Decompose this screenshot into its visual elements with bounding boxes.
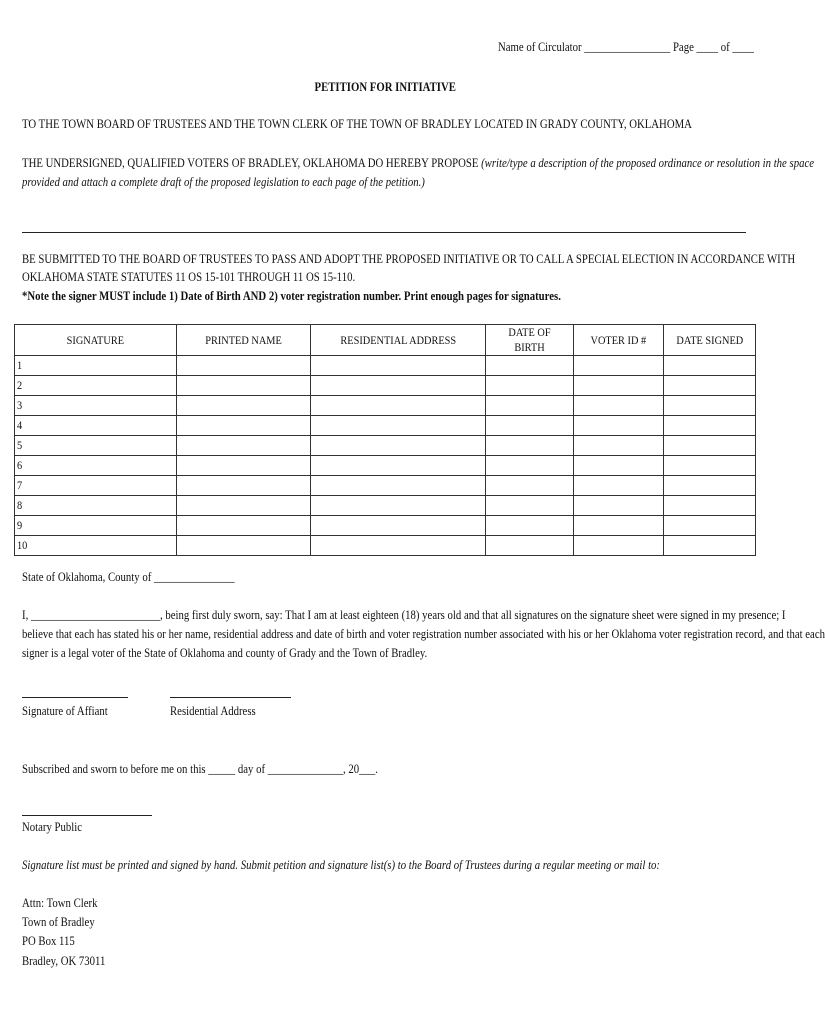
row-number: 10 [15,536,177,556]
printed-name-cell[interactable] [177,536,311,556]
row-number: 5 [15,436,177,456]
notary-signature-field[interactable] [22,815,152,816]
row-number: 1 [15,356,177,376]
signature-table [14,324,756,556]
residential-address-cell[interactable] [311,476,486,496]
voter-id-cell[interactable] [574,356,664,376]
residential-address-cell[interactable] [311,496,486,516]
submission-line-1: BE SUBMITTED TO THE BOARD OF TRUSTEES TO PASS AND ADOPT THE PROPOSED INITIATIVE OR TO CALL A SPECIAL ELECTION IN ACCORDANCE WITH [22,252,796,266]
affiant-address-field[interactable] [170,697,291,698]
signature-table-body [15,356,756,556]
table-row [15,356,756,376]
row-number: 3 [15,396,177,416]
date-of-birth-cell[interactable] [486,416,574,436]
voter-id-cell[interactable] [574,496,664,516]
residential-address-cell[interactable] [311,536,486,556]
date-of-birth-cell[interactable] [486,356,574,376]
circulator-page-line: Name of Circulator ________________ Page ____ of ____ [498,40,754,54]
notary-label: Notary Public [22,820,83,834]
date-signed-cell[interactable] [664,396,756,416]
date-signed-cell[interactable] [664,416,756,436]
date-signed-cell[interactable] [664,436,756,456]
table-row [15,376,756,396]
date-signed-cell[interactable] [664,456,756,476]
row-number: 6 [15,456,177,476]
table-row [15,436,756,456]
date-of-birth-cell[interactable] [486,476,574,496]
sworn-statement: Subscribed and sworn to before me on this _____ day of ______________, 20___. [22,762,378,776]
table-row [15,456,756,476]
printed-name-cell[interactable] [177,456,311,476]
date-signed-cell[interactable] [664,536,756,556]
date-of-birth-cell[interactable] [486,536,574,556]
mail-address-line-3: PO Box 115 [22,934,75,948]
voter-id-cell[interactable] [574,476,664,496]
row-number: 2 [15,376,177,396]
table-row [15,476,756,496]
voter-id-cell[interactable] [574,376,664,396]
signer-note: *Note the signer MUST include 1) Date of Birth AND 2) voter registration number. Print enough pages for signatures. [22,289,561,303]
printed-name-cell[interactable] [177,416,311,436]
row-number: 8 [15,496,177,516]
printed-name-cell[interactable] [177,376,311,396]
mail-address-line-4: Bradley, OK 73011 [22,954,106,968]
table-row [15,416,756,436]
propose-line-1 [22,156,814,171]
column-header-printed-name: PRINTED NAME [177,325,311,356]
affiant-signature-label: Signature of Affiant [22,704,108,718]
date-signed-cell[interactable] [664,516,756,536]
date-of-birth-cell[interactable] [486,436,574,456]
date-of-birth-cell[interactable] [486,496,574,516]
residential-address-cell[interactable] [311,376,486,396]
affidavit-line-1: I, ________________________, being first duly sworn, say: That I am at least eighteen (18) years old and that all signatures on the signature sheet were signed in my presence; I [22,608,786,622]
table-header-row [15,325,756,356]
column-header-date-of-birth: DATE OF BIRTH [486,325,574,356]
page-title-text: PETITION FOR INITIATIVE [314,80,456,94]
row-number: 4 [15,416,177,436]
date-signed-cell[interactable] [664,356,756,376]
mail-address-line-2: Town of Bradley [22,915,95,929]
column-header-signature: SIGNATURE [15,325,177,356]
residential-address-cell[interactable] [311,456,486,476]
printed-name-cell[interactable] [177,516,311,536]
residential-address-cell[interactable] [311,516,486,536]
date-of-birth-cell[interactable] [486,396,574,416]
table-row [15,396,756,416]
date-of-birth-cell[interactable] [486,516,574,536]
column-header-date-signed: DATE SIGNED [664,325,756,356]
voter-id-cell[interactable] [574,536,664,556]
table-row [15,496,756,516]
residential-address-cell[interactable] [311,436,486,456]
date-signed-cell[interactable] [664,476,756,496]
table-row [15,536,756,556]
submission-line-2: OKLAHOMA STATE STATUTES 11 OS 15-101 THROUGH 11 OS 15-110. [22,270,356,284]
affidavit-line-3: signer is a legal voter of the State of Oklahoma and county of Grady and the Town of Bradley. [22,646,428,660]
voter-id-cell[interactable] [574,416,664,436]
voter-id-cell[interactable] [574,516,664,536]
affidavit-line-2: believe that each has stated his or her name, residential address and date of birth and voter registration number associated with his or her Oklahoma voter registration record, and that each [22,627,825,641]
residential-address-cell[interactable] [311,396,486,416]
state-county-line: State of Oklahoma, County of _______________ [22,570,235,584]
proposal-description-field[interactable] [22,232,746,233]
residential-address-cell[interactable] [311,356,486,376]
affiant-address-label: Residential Address [170,704,256,718]
row-number: 9 [15,516,177,536]
date-of-birth-cell[interactable] [486,456,574,476]
printed-name-cell[interactable] [177,396,311,416]
printed-name-cell[interactable] [177,356,311,376]
submission-instruction: Signature list must be printed and signed by hand. Submit petition and signature list(s) to the Board of Trustees during a regular meeting or mail to: [22,858,661,872]
page-title [0,80,770,95]
voter-id-cell[interactable] [574,436,664,456]
row-number: 7 [15,476,177,496]
date-of-birth-cell[interactable] [486,376,574,396]
propose-instruction-1: (write/type a description of the proposed ordinance or resolution in the space [481,156,815,170]
voter-id-cell[interactable] [574,396,664,416]
affiant-signature-field[interactable] [22,697,128,698]
mail-address-line-1: Attn: Town Clerk [22,896,98,910]
propose-instruction-2: provided and attach a complete draft of the proposed legislation to each page of the petition.) [22,175,425,189]
date-signed-cell[interactable] [664,496,756,516]
printed-name-cell[interactable] [177,476,311,496]
addressee-line: TO THE TOWN BOARD OF TRUSTEES AND THE TOWN CLERK OF THE TOWN OF BRADLEY LOCATED IN GRADY COUNTY, OKLAHOMA [22,117,692,131]
table-row [15,516,756,536]
date-signed-cell[interactable] [664,376,756,396]
residential-address-cell[interactable] [311,416,486,436]
voter-id-cell[interactable] [574,456,664,476]
column-header-voter-id: VOTER ID # [574,325,664,356]
printed-name-cell[interactable] [177,496,311,516]
propose-lead: THE UNDERSIGNED, QUALIFIED VOTERS OF BRADLEY, OKLAHOMA DO HEREBY PROPOSE [22,156,479,170]
column-header-residential-address: RESIDENTIAL ADDRESS [311,325,486,356]
printed-name-cell[interactable] [177,436,311,456]
